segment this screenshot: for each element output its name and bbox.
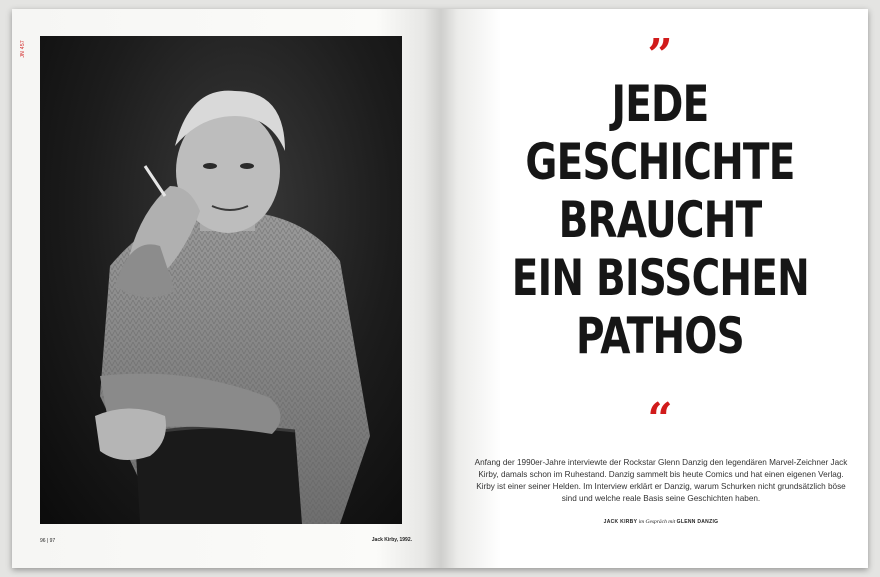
headline-line: JEDE: [611, 75, 709, 133]
opening-quote-mark: ”: [647, 30, 673, 81]
side-label: JN 457: [20, 40, 26, 58]
headline-line: EIN BISSCHEN: [511, 249, 810, 307]
headline: [512, 75, 808, 365]
photo-caption: Jack Kirby, 1992.: [371, 537, 412, 543]
portrait-illustration: [40, 36, 402, 524]
byline-name-kirby: JACK KIRBY: [603, 519, 638, 525]
headline-line: PATHOS: [576, 307, 744, 365]
byline-name-danzig: GLENN DANZIG: [676, 519, 719, 525]
byline: [474, 519, 848, 525]
closing-quote-mark: “: [647, 394, 673, 445]
headline-line: GESCHICHTE: [525, 133, 795, 191]
byline-connector: im Gespräch mit: [638, 519, 676, 525]
lead-paragraph: Anfang der 1990er-Jahre interviewte der Rockstar Glenn Danzig den legendären Marvel-Zeichner Jack Kirby, damals schon im Ruhestand. Danzig sammelt bis heute Comics und hat einen eigenen Verlag. Kirby ist einer seiner Helden. Im Interview erklärt er Danzig, warum Schurken nicht grundsätzlich böse sind und welche reale Basis seine Geschichten haben.: [474, 458, 848, 503]
page-numbers: 96 | 97: [40, 538, 56, 544]
portrait-photo: [40, 36, 402, 524]
headline-line: BRAUCHT: [558, 191, 762, 249]
